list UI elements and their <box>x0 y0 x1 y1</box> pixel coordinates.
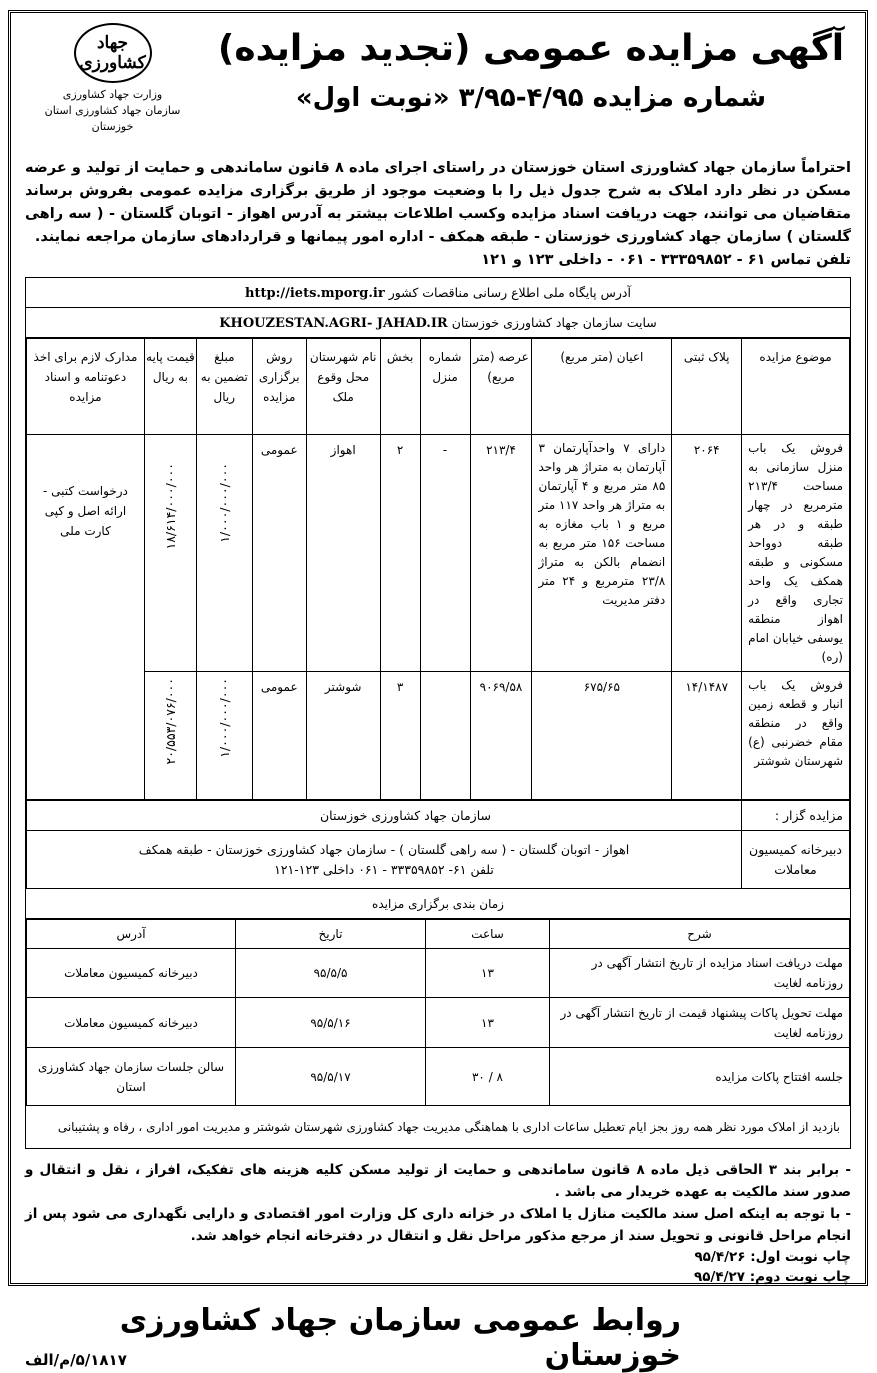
portal-link[interactable]: http://iets.mporg.ir <box>245 286 385 301</box>
item-section: ۲ <box>380 435 420 672</box>
intro-paragraph: احتراماً سازمان جهاد کشاورزی استان خوزستان در راستای اجرای ماده ۸ قانون ساماندهی و حمایت از تولید و عرضه مسکن در نظر دارد املاک به شرح جدول ذیل را با وضعیت موجود از طریق برگزاری مزایده عمومی بفروش برساند متقاضیان می توانند، جهت دریافت اسناد مزایده وکسب اطلاعات بیشتر به آدرس اهواز - اتوبان گلستان - ( سه راهی گلستان ) سازمان جهاد کشاورزی خوزستان - طبقه همکف - اداره امور پیمانها و قراردادهای سازمان مراجعه نمایند. <box>25 160 851 245</box>
col-date: تاریخ <box>236 920 426 949</box>
schedule-address: دبیرخانه کمیسیون معاملات <box>27 998 236 1048</box>
portal-label: آدرس پایگاه ملی اطلاع رسانی مناقصات کشور <box>388 285 631 300</box>
schedule-time: ۱۳ <box>426 949 550 998</box>
item-subject: فروش یک باب انبار و قطعه زمین واقع در منطقه مقام خضرنبی (ع) شهرستان شوشتر <box>742 672 850 800</box>
schedule-date: ۹۵/۵/۱۶ <box>236 998 426 1048</box>
auction-number: شماره مزایده ۴/۹۵-۳/۹۵ «نوبت اول» <box>295 83 767 113</box>
logo-block <box>25 19 200 135</box>
org-line-1: وزارت جهاد کشاورزی <box>62 88 163 101</box>
item-building: ۶۷۵/۶۵ <box>532 672 672 800</box>
note-item: - برابر بند ۳ الحاقی ذیل ماده ۸ قانون ساماندهی و حمایت از تولید مسکن کلیه هزینه های تفکیک، افراز ، نقل و انتقال و صدور سند مالکیت به عهده خریدار می باشد . <box>25 1162 851 1200</box>
table-row <box>27 672 850 800</box>
first-print-date: چاپ نوبت اول: ۹۵/۴/۲۶ <box>694 1249 851 1265</box>
item-deposit: ۱/۰۰۰/۰۰۰/۰۰۰ <box>216 463 232 543</box>
col-documents: مدارک لازم برای اخذ دعوتنامه و اسناد مزایده <box>27 339 145 435</box>
item-base-price: ۲۰/۵۵۳/۰۷۶/۰۰۰ <box>162 678 178 765</box>
items-table <box>26 338 850 800</box>
table-row <box>27 998 850 1048</box>
item-plate: ۲۰۶۴ <box>672 435 742 672</box>
org-line-2: سازمان جهاد کشاورزی استان خوزستان <box>44 104 181 133</box>
org-site-row <box>26 308 850 338</box>
auction-notice <box>8 10 868 1373</box>
item-area: ۲۱۳/۴ <box>470 435 532 672</box>
header <box>25 19 851 157</box>
items-header-row <box>27 339 850 435</box>
title-block <box>211 25 851 117</box>
documents-required: درخواست کتبی - ارائه اصل و کپی کارت ملی <box>27 435 145 800</box>
item-city: شوشتر <box>306 672 380 800</box>
item-base-price-cell <box>144 435 196 672</box>
item-area: ۹۰۶۹/۵۸ <box>470 672 532 800</box>
item-method: عمومی <box>252 435 306 672</box>
schedule-desc: مهلت دریافت اسناد مزایده از تاریخ انتشار آگهی در روزنامه لغایت <box>550 949 850 998</box>
secretariat-address: اهواز - اتوبان گلستان - ( سه راهی گلستان ) - سازمان جهاد کشاورزی خوزستان - طبقه همکف <box>138 841 630 857</box>
item-building: دارای ۷ واحدآپارتمان ۳ آپارتمان به متراژ هر واحد ۸۵ متر مربع و ۴ آپارتمان به متراژ هر واحد ۱۱۷ متر مربع و ۱ باب مغازه به مساحت ۱۵۶ متر مربع به انضمام بالکن به متراژ ۲۳/۸ مترمربع و ۲۴ متر دفتر مدیریت <box>532 435 672 672</box>
col-method: روش برگزاری مزایده <box>252 339 306 435</box>
schedule-date: ۹۵/۵/۱۷ <box>236 1048 426 1106</box>
item-method: عمومی <box>252 672 306 800</box>
item-house-no: - <box>420 435 470 672</box>
secretariat-phone: تلفن ۶۱- ۳۳۳۵۹۸۵۲ - ۰۶۱ داخلی ۱۲۳-۱۲۱ <box>274 861 494 877</box>
schedule-desc: مهلت تحویل پاکات پیشنهاد قیمت از تاریخ انتشار آگهی در روزنامه لغایت <box>550 998 850 1048</box>
schedule-title: زمان بندی برگزاری مزایده <box>26 889 850 919</box>
visit-note: بازدید از املاک مورد نظر همه روز بجز ایام تعطیل ساعات اداری با هماهنگی مدیریت جهاد کشاورزی شهرستان شوشتر و مدیریت امور اداری ، رفاه و پشتیبانی <box>57 1120 840 1134</box>
secretariat-label: دبیرخانه کمیسیون معاملات <box>742 831 850 889</box>
auctioneer-label: مزایده گزار : <box>742 801 850 831</box>
item-subject: فروش یک باب منزل سازمانی به مساحت ۲۱۳/۴ مترمربع در چهار طبقه و در هر طبقه دوواحد مسکونی و طبقه همکف یک واحد تجاری واقع در اهواز منطقه یوسفی خیابان امام (ره) <box>742 435 850 672</box>
schedule-desc: جلسه افتتاح پاکات مزایده <box>550 1048 850 1106</box>
schedule-date: ۹۵/۵/۵ <box>236 949 426 998</box>
schedule-time: ۱۳ <box>426 998 550 1048</box>
item-deposit-cell <box>196 672 252 800</box>
auction-table <box>25 277 851 1149</box>
org-site-label: سایت سازمان جهاد کشاورزی خوزستان <box>451 315 657 330</box>
col-house-no: شماره منزل <box>420 339 470 435</box>
item-deposit-cell <box>196 435 252 672</box>
item-house-no <box>420 672 470 800</box>
footer <box>25 1297 851 1373</box>
item-base-price: ۱۸/۶۱۴/۰۰۰/۰۰۰ <box>162 463 178 550</box>
col-desc: شرح <box>550 920 850 949</box>
col-plate: پلاک ثبتی <box>672 339 742 435</box>
auctioneer-value: سازمان جهاد کشاورزی خوزستان <box>27 801 742 831</box>
print-dates <box>25 1247 851 1287</box>
col-city: نام شهرستان محل وقوع ملک <box>306 339 380 435</box>
notes <box>25 1159 851 1247</box>
page-title: آگهی مزایده عمومی (تجدید مزایده) <box>217 28 845 69</box>
second-print-date: چاپ نوبت دوم: ۹۵/۴/۲۷ <box>693 1269 851 1285</box>
logo-text: جهاد کشاورزی <box>79 33 146 73</box>
item-section: ۳ <box>380 672 420 800</box>
table-row <box>27 949 850 998</box>
notice-code: ۵/۱۸۱۷/م/الف <box>25 1351 127 1369</box>
col-deposit: مبلغ تضمین به ریال <box>196 339 252 435</box>
schedule-header-row <box>27 920 850 949</box>
col-base-price: قیمت پایه به ریال <box>144 339 196 435</box>
table-row <box>27 1048 850 1106</box>
table-row <box>27 435 850 672</box>
schedule-time: ۸ / ۳۰ <box>426 1048 550 1106</box>
schedule-table <box>26 919 850 1106</box>
col-building: اعیان (متر مربع) <box>532 339 672 435</box>
org-site-link[interactable]: KHOUZESTAN.AGRI- JAHAD.IR <box>219 316 448 331</box>
col-time: ساعت <box>426 920 550 949</box>
secretariat-row <box>27 831 850 889</box>
col-address: آدرس <box>27 920 236 949</box>
col-subject: موضوع مزایده <box>742 339 850 435</box>
schedule-address: دبیرخانه کمیسیون معاملات <box>27 949 236 998</box>
contact-phone: تلفن تماس ۶۱ - ۳۳۳۵۹۸۵۲ - ۰۶۱ - داخلی ۱۲۳ و ۱۲۱ <box>481 252 851 268</box>
item-base-price-cell <box>144 672 196 800</box>
secretariat-cell <box>27 831 742 889</box>
item-deposit: ۱/۰۰۰/۰۰۰/۰۰۰ <box>216 678 232 758</box>
item-plate: ۱۴/۱۴۸۷ <box>672 672 742 800</box>
portal-row <box>26 278 850 308</box>
signature: روابط عمومی سازمان جهاد کشاورزی خوزستان <box>119 1303 681 1373</box>
note-item: - با توجه به اینکه اصل سند مالکیت منازل یا املاک در خزانه داری کل وزارت امور اقتصادی و دارایی نگهداری می شود پس از انجام مراحل قانونی و تحویل سند از مرجع مذکور مراحل نقل و انتقال در دفترخانه انجام خواهد شد. <box>25 1206 851 1244</box>
col-section: بخش <box>380 339 420 435</box>
schedule-address: سالن جلسات سازمان جهاد کشاورزی استان <box>27 1048 236 1106</box>
item-city: اهواز <box>306 435 380 672</box>
organization-logo <box>74 23 152 83</box>
auctioneer-row <box>27 801 850 831</box>
info-table <box>26 800 850 889</box>
col-area: عرصه (متر مربع) <box>470 339 532 435</box>
